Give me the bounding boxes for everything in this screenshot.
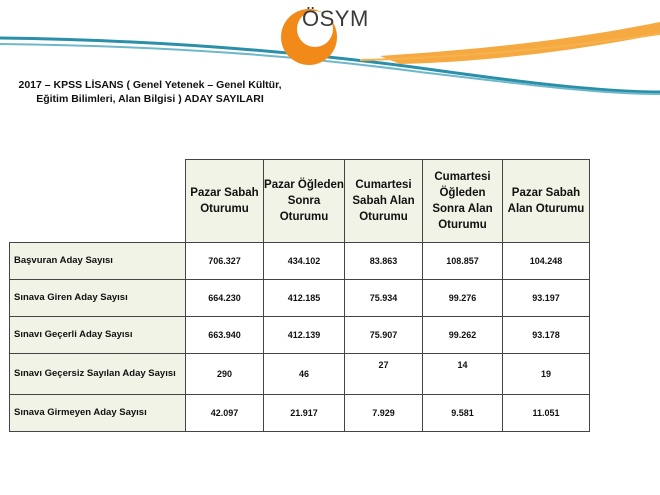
table-header-row [10, 160, 590, 243]
title-line-2: Eğitim Bilimleri, Alan Bilgisi ) ADAY SAYILARI [36, 93, 264, 105]
row-label: Sınava Girmeyen Aday Sayısı [10, 395, 186, 432]
column-header: Pazar Sabah Alan Oturumu [503, 160, 590, 243]
table-cell: 664.230 [186, 280, 264, 317]
table-cell: 21.917 [264, 395, 345, 432]
row-label: Başvuran Aday Sayısı [10, 243, 186, 280]
table-cell: 412.185 [264, 280, 345, 317]
page-title [0, 78, 300, 106]
table-cell: 11.051 [503, 395, 590, 432]
column-header: Cumartesi Öğleden Sonra Alan Oturumu [423, 160, 503, 243]
table-row [10, 280, 590, 317]
column-header: Pazar Öğleden Sonra Oturumu [264, 160, 345, 243]
row-label: Sınavı Geçersiz Sayılan Aday Sayısı [10, 354, 186, 395]
table-cell: 663.940 [186, 317, 264, 354]
table-cell: 14 [423, 354, 503, 395]
header-corner-cell [10, 160, 186, 243]
table-cell: 7.929 [345, 395, 423, 432]
table-cell: 104.248 [503, 243, 590, 280]
table-cell: 83.863 [345, 243, 423, 280]
table-cell: 290 [186, 354, 264, 395]
table-cell: 19 [503, 354, 590, 395]
table-cell: 42.097 [186, 395, 264, 432]
logo-text: ÖSYM [302, 6, 369, 31]
table-cell: 108.857 [423, 243, 503, 280]
row-label: Sınava Giren Aday Sayısı [10, 280, 186, 317]
table-cell: 93.197 [503, 280, 590, 317]
table-cell: 93.178 [503, 317, 590, 354]
table-cell: 27 [345, 354, 423, 395]
table-cell: 99.276 [423, 280, 503, 317]
table-row [10, 317, 590, 354]
column-header: Pazar Sabah Oturumu [186, 160, 264, 243]
table-row [10, 243, 590, 280]
table-cell: 434.102 [264, 243, 345, 280]
row-label: Sınavı Geçerli Aday Sayısı [10, 317, 186, 354]
table-cell: 75.934 [345, 280, 423, 317]
table-cell: 75.907 [345, 317, 423, 354]
column-header: Cumartesi Sabah Alan Oturumu [345, 160, 423, 243]
table-row [10, 395, 590, 432]
table-row [10, 354, 590, 395]
title-line-1: 2017 – KPSS LİSANS ( Genel Yetenek – Genel Kültür, [18, 79, 282, 91]
candidate-count-table [9, 159, 590, 432]
table-cell: 9.581 [423, 395, 503, 432]
table-cell: 412.139 [264, 317, 345, 354]
table-cell: 46 [264, 354, 345, 395]
table-cell: 99.262 [423, 317, 503, 354]
table-cell: 706.327 [186, 243, 264, 280]
